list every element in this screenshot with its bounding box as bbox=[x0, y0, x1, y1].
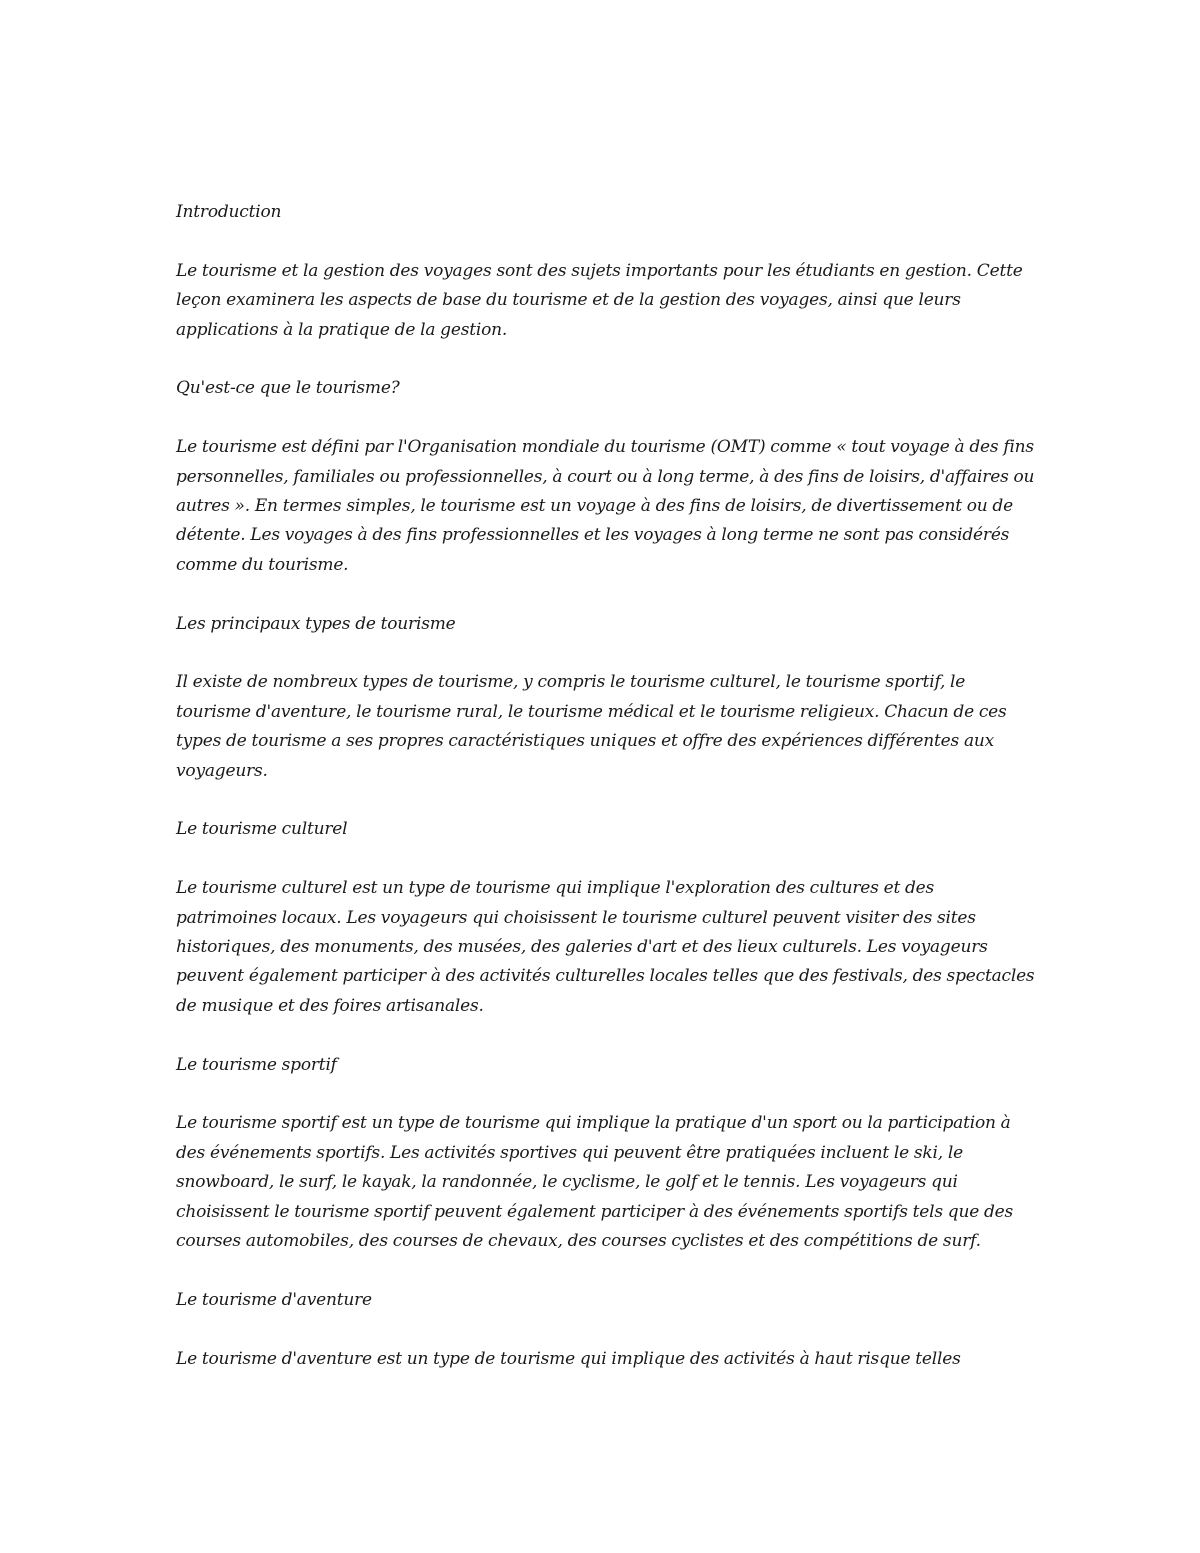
heading-main-types: Les principaux types de tourisme bbox=[176, 613, 456, 634]
paragraph-sport-tourism: Le tourisme sportif est un type de tourisme qui implique la pratique d'un sport ou la participation à des événements sportifs. Les activités sportives qui peuvent être pratiquées incluent le ski, le snowboard, le surf, le kayak, la randonnée, le cyclisme, le golf et le tennis. Les voyageurs qui choisissent le tourisme sportif peuvent également participer à des événements sportifs tels que des courses automobiles, des courses de chevaux, des courses cyclistes et des compétitions de surf. bbox=[176, 1113, 1014, 1252]
heading-what-is-tourism: Qu'est-ce que le tourisme? bbox=[176, 378, 400, 399]
paragraph-cultural-tourism: Le tourisme culturel est un type de tourisme qui implique l'exploration des cultures et des patrimoines locaux. Les voyageurs qui choisissent le tourisme culturel peuvent visiter des sites historiques, des monuments, des musées, des galeries d'art et des lieux culturels. Les voyageurs peuvent également participer à des activités culturelles locales telles que des festivals, des spectacles de musique et des foires artisanales. bbox=[176, 878, 1035, 1016]
heading-adventure-tourism: Le tourisme d'aventure bbox=[176, 1289, 372, 1310]
paragraph-adventure-tourism: Le tourisme d'aventure est un type de tourisme qui implique des activités à haut risque telles bbox=[176, 1348, 961, 1369]
paragraph-tourism-definition: Le tourisme est défini par l'Organisation mondiale du tourisme (OMT) comme « tout voyage à des fins personnelles, familiales ou professionnelles, à court ou à long terme, à des fins de loisirs, d'affaires ou autres ». En termes simples, le tourisme est un voyage à des fins de loisirs, de divertissement ou de détente. Les voyages à des fins professionnelles et les voyages à long terme ne sont pas considérés comme du tourisme. bbox=[176, 437, 1035, 575]
heading-cultural-tourism: Le tourisme culturel bbox=[176, 819, 348, 840]
document-body bbox=[176, 198, 1036, 1374]
paragraph-introduction: Le tourisme et la gestion des voyages sont des sujets importants pour les étudiants en gestion. Cette leçon examinera les aspects de base du tourisme et de la gestion des voyages, ainsi que leurs applications à la pratique de la gestion. bbox=[176, 260, 1023, 340]
paragraph-main-types: Il existe de nombreux types de tourisme, y compris le tourisme culturel, le tourisme sportif, le tourisme d'aventure, le tourisme rural, le tourisme médical et le tourisme religieux. Chacun de ces types de tourisme a ses propres caractéristiques uniques et offre des expériences différentes aux voyageurs. bbox=[176, 672, 1007, 781]
heading-sport-tourism: Le tourisme sportif bbox=[176, 1054, 337, 1075]
heading-introduction: Introduction bbox=[176, 202, 282, 222]
